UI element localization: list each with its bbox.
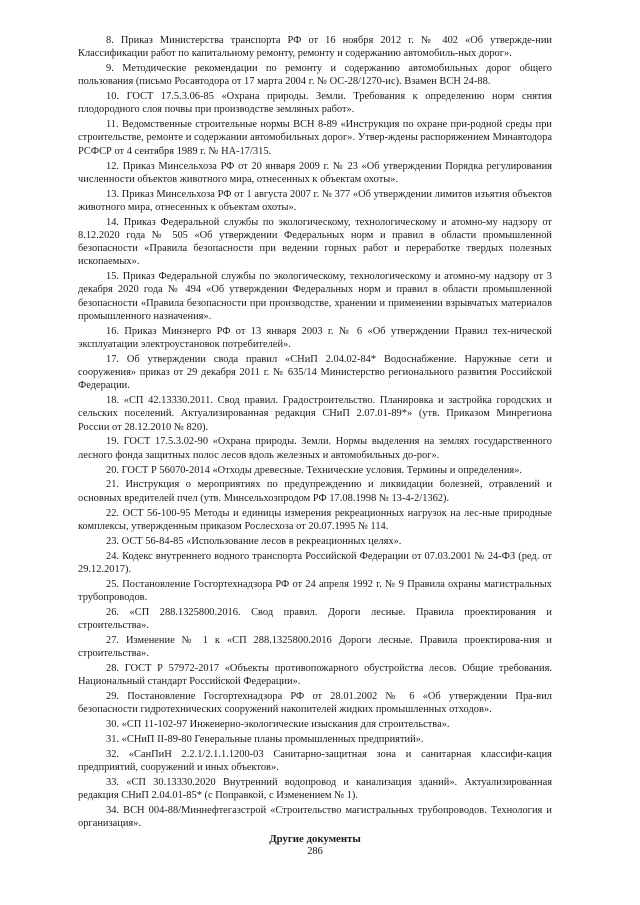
reference-entry: 20. ГОСТ Р 56070-2014 «Отходы древесные. Технические условия. Термины и определения». — [106, 464, 523, 476]
reference-entry: 14. Приказ Федеральной службы по экологическому, технологическому и атомно-му надзору от 8.12.2020 года № 505 «Об утверждении Федеральных норм и правил в области промышленной безопасности «Правила безопасности при ведении горных работ и переработке твердых полезных ископаемых». — [78, 216, 552, 268]
reference-entry: 25. Постановление Госгортехнадзора РФ от 24 апреля 1992 г. № 9 Правила охраны магистральных трубопроводов. — [78, 578, 552, 603]
reference-entry: 21. Инструкция о мероприятиях по предупреждению и ликвидации болезней, отравлений и основных вредителей пчел (утв. Минсельхозпродом РФ 17.08.1998 № 13-4-2/1362). — [78, 479, 552, 504]
page-number: 286 — [307, 846, 323, 858]
reference-entry: 28. ГОСТ Р 57972-2017 «Объекты противопожарного обустройства лесов. Общие требования. Национальный стандарт Российской Федерации». — [78, 662, 552, 688]
reference-entry: 32. «СанПиН 2.2.1/2.1.1.1200-03 Санитарно-защитная зона и санитарная классифи-кация предприятий, сооружений и иных объектов». — [78, 748, 552, 774]
reference-entry: 11. Ведомственные строительные нормы ВСН 8-89 «Инструкция по охране при-родной среды при строительстве, ремонте и содержании автомобильных дорог». Утвер-ждены распоряжением Минавтодора РСФСР от 4 сентября 1989 г. № НА-17/315. — [78, 119, 552, 157]
section-heading: Другие документы — [269, 833, 361, 846]
reference-entry: 24. Кодекс внутреннего водного транспорта Российской Федерации от 07.03.2001 № 24-ФЗ (ред. от 29.12.2017). — [78, 550, 552, 575]
reference-entry: 27. Изменение № 1 к «СП 288.1325800.2016 Дороги лесные. Правила проектирова-ния и строительства». — [78, 634, 552, 659]
reference-list — [78, 34, 552, 830]
reference-entry: 33. «СП 30.13330.2020 Внутренний водопровод и канализация зданий». Актуализированная редакция СНиП 2.04.01-85* (с Поправкой, с Изменением № 1). — [78, 776, 552, 802]
reference-entry: 18. «СП 42.13330.2011. Свод правил. Градостроительство. Планировка и застройка городских и сельских поселений. Актуализированная редакция СНиП 2.07.01-89*» (утв. Приказом Минрегиона России от 28.12.2010 № 820). — [78, 395, 552, 433]
reference-entry: 26. «СП 288.1325800.2016. Свод правил. Дороги лесные. Правила проектирования и строительства». — [78, 606, 552, 631]
reference-entry: 30. «СП 11-102-97 Инженерно-экологические изыскания для строительства». — [106, 719, 450, 731]
reference-entry: 9. Методические рекомендации по ремонту и содержанию автомобильных дорог общего пользования (письмо Росавтодора от 17 марта 2004 г. № ОС-28/1270-ис). Взамен ВСН 24-88. — [78, 63, 552, 88]
reference-entry: 17. Об утверждении свода правил «СНиП 2.04.02-84* Водоснабжение. Наружные сети и сооружения» приказ от 29 декабря 2011 г. № 635/14 Министерство регионального развития Российской Федерации. — [78, 353, 552, 392]
reference-entry: 10. ГОСТ 17.5.3.06-85 «Охрана природы. Земли. Требования к определению норм снятия плодородного слоя почвы при производстве земляных работ». — [78, 91, 552, 116]
reference-entry: 31. «СНиП II-89-80 Генеральные планы промышленных предприятий». — [106, 733, 424, 745]
reference-entry: 22. ОСТ 56-100-95 Методы и единицы измерения рекреационных нагрузок на лес-ные природные комплексы, утвержденным приказом Рослесхоза от 20.07.1995 № 114. — [78, 507, 552, 532]
reference-entry: 15. Приказ Федеральной службы по экологическому, технологическому и атомно-му надзору от 3 декабря 2020 года № 494 «Об утверждении Федеральных норм и правил в области промышленной безопасности «Правила безопасности при производстве, хранении и применении взрывчатых материалов промышленного назначения». — [78, 271, 552, 322]
reference-entry: 8. Приказ Министерства транспорта РФ от 16 ноября 2012 г. № 402 «Об утвержде-нии Классификации работ по капитальному ремонту, ремонту и содержанию автомобиль-ных дорог». — [78, 35, 552, 60]
reference-entry: 13. Приказ Минсельхоза РФ от 1 августа 2007 г. № 377 «Об утверждении лимитов изъятия объектов животного мира, отнесенных к объектам охоты». — [78, 188, 552, 213]
reference-entry: 23. ОСТ 56-84-85 «Использование лесов в рекреационных целях». — [106, 535, 402, 547]
reference-entry: 16. Приказ Минэнерго РФ от 13 января 2003 г. № 6 «Об утверждении Правил тех-нической эксплуатации электроустановок потребителей». — [78, 325, 552, 350]
reference-entry: 29. Постановление Госгортехнадзора РФ от 28.01.2002 № 6 «Об утверждении Пра-вил безопасности гидротехнических сооружений накопителей жидких промышленных отходов». — [78, 690, 552, 716]
reference-entry: 34. ВСН 004-88/Миннефтегазстрой «Строительство магистральных трубопроводов. Технология и организация». — [78, 805, 552, 830]
reference-entry: 19. ГОСТ 17.5.3.02-90 «Охрана природы. Земли. Нормы выделения на землях государственного лесного фонда защитных полос лесов вдоль железных и автомобильных до-рог». — [78, 436, 552, 461]
reference-entry: 12. Приказ Минсельхоза РФ от 20 января 2009 г. № 23 «Об утверждении Порядка регулирования численности объектов животного мира, отнесенных к объектам охоты». — [78, 160, 552, 185]
